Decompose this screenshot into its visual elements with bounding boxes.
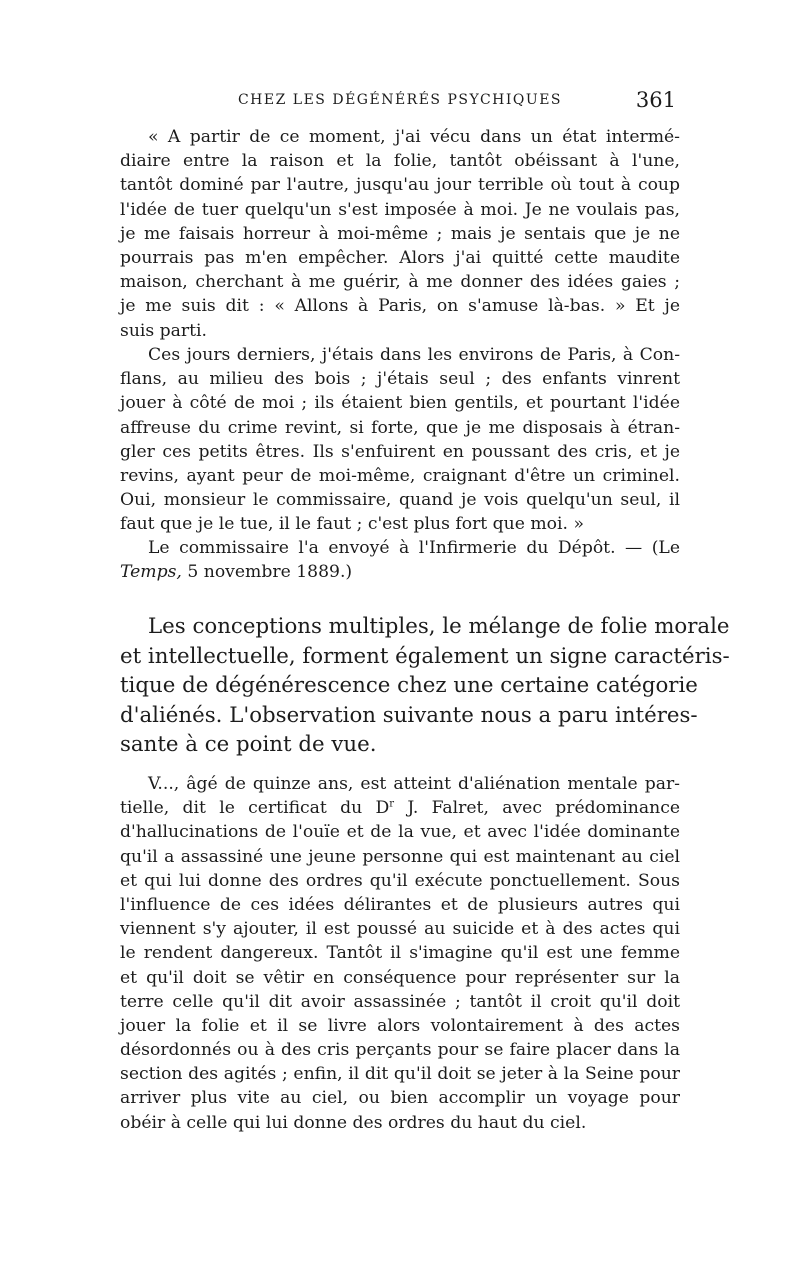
citation-source: Temps, bbox=[120, 562, 182, 583]
citation-date: 5 novembre 1889.) bbox=[181, 562, 353, 583]
case-report bbox=[120, 772, 680, 1135]
text-line: l'idée de tuer quelqu'un s'est imposée à moi. Je ne voulais pas, bbox=[120, 199, 680, 220]
running-head: CHEZ LES DÉGÉNÉRÉS PSYCHIQUES bbox=[237, 92, 563, 108]
text-line: et qui lui donne des ordres qu'il exécute ponctuellement. Sous bbox=[120, 870, 680, 891]
text-line: désordonnés ou à des cris perçants pour se faire placer dans la bbox=[120, 1040, 680, 1061]
text-line: « A partir de ce moment, j'ai vécu dans un état intermé- bbox=[148, 127, 680, 147]
text-line: diaire entre la raison et la folie, tantôt obéissant à l'une, bbox=[120, 151, 680, 172]
text-line: sante à ce point de vue. bbox=[120, 732, 377, 758]
text-line: maison, cherchant à me guérir, à me donner des idées gaies ; bbox=[120, 272, 680, 293]
text-line: Les conceptions multiples, le mélange de folie morale bbox=[148, 614, 730, 639]
text-line bbox=[120, 796, 680, 820]
page-number: 361 bbox=[635, 88, 676, 112]
text-line: revins, ayant peur de moi-même, craignant d'être un criminel. bbox=[120, 465, 680, 486]
text-line: le rendent dangereux. Tantôt il s'imagine qu'il est une femme bbox=[120, 943, 680, 964]
text-line: d'hallucinations de l'ouïe et de la vue, et avec l'idée dominante bbox=[120, 822, 680, 843]
citation bbox=[120, 536, 680, 584]
quote-paragraph-1 bbox=[120, 125, 680, 343]
body-paragraph bbox=[120, 612, 730, 760]
text-line: flans, au milieu des bois ; j'étais seul ; des enfants vinrent bbox=[120, 369, 680, 390]
text-line: terre celle qu'il dit avoir assassinée ; tantôt il croit qu'il doit bbox=[120, 991, 680, 1012]
text-fragment: tielle, dit le certificat du D bbox=[120, 798, 390, 819]
text-line: je me faisais horreur à moi-même ; mais je sentais que je ne bbox=[120, 223, 680, 244]
text-line: arriver plus vite au ciel, ou bien accomplir un voyage pour bbox=[120, 1088, 680, 1109]
text-line: l'influence de ces idées délirantes et de plusieurs autres qui bbox=[120, 894, 680, 915]
text-fragment: J. Falret, avec prédominance bbox=[394, 798, 680, 819]
text-line: d'aliénés. L'observation suivante nous a paru intéres- bbox=[120, 702, 698, 728]
text-line: jouer à côté de moi ; ils étaient bien gentils, et pourtant l'idée bbox=[120, 393, 680, 414]
text-line: Ces jours derniers, j'étais dans les environs de Paris, à Con- bbox=[148, 345, 680, 365]
text-line: et intellectuelle, forment également un signe caractéris- bbox=[120, 643, 730, 669]
text-line: Le commissaire l'a envoyé à l'Infirmerie du Dépôt. — (Le bbox=[148, 538, 680, 558]
text-line: affreuse du crime revint, si forte, que je me disposais à étran- bbox=[120, 417, 680, 438]
text-line: viennent s'y ajouter, il est poussé au suicide et à des actes qui bbox=[120, 919, 680, 940]
text-line: qu'il a assassiné une jeune personne qui est maintenant au ciel bbox=[120, 846, 680, 867]
text-line: pourrais pas m'en empêcher. Alors j'ai quitté cette maudite bbox=[120, 247, 680, 268]
quote-paragraph-2 bbox=[120, 343, 680, 537]
text-line: V..., âgé de quinze ans, est atteint d'aliénation mentale par- bbox=[148, 774, 680, 794]
text-line: et qu'il doit se vêtir en conséquence pour représenter sur la bbox=[120, 967, 680, 988]
text-line: Oui, monsieur le commissaire, quand je vois quelqu'un seul, il bbox=[120, 490, 680, 511]
text-line: jouer la folie et il se livre alors volontairement à des actes bbox=[120, 1015, 680, 1036]
text-line: tantôt dominé par l'autre, jusqu'au jour terrible où tout à coup bbox=[120, 175, 680, 196]
text-line: section des agités ; enfin, il dit qu'il doit se jeter à la Seine pour bbox=[120, 1064, 680, 1085]
text-line: faut que je le tue, il le faut ; c'est plus fort que moi. » bbox=[120, 514, 584, 535]
superscript: r bbox=[389, 798, 395, 810]
text-line: je me suis dit : « Allons à Paris, on s'amuse là-bas. » Et je bbox=[120, 296, 680, 317]
page-header bbox=[120, 88, 680, 118]
text-line: obéir à celle qui lui donne des ordres du haut du ciel. bbox=[120, 1112, 587, 1133]
text-line: tique de dégénérescence chez une certaine catégorie bbox=[120, 673, 698, 699]
text-line: suis parti. bbox=[120, 320, 208, 341]
text-line: gler ces petits êtres. Ils s'enfuirent en poussant des cris, et je bbox=[120, 441, 680, 462]
text-line bbox=[120, 560, 680, 584]
